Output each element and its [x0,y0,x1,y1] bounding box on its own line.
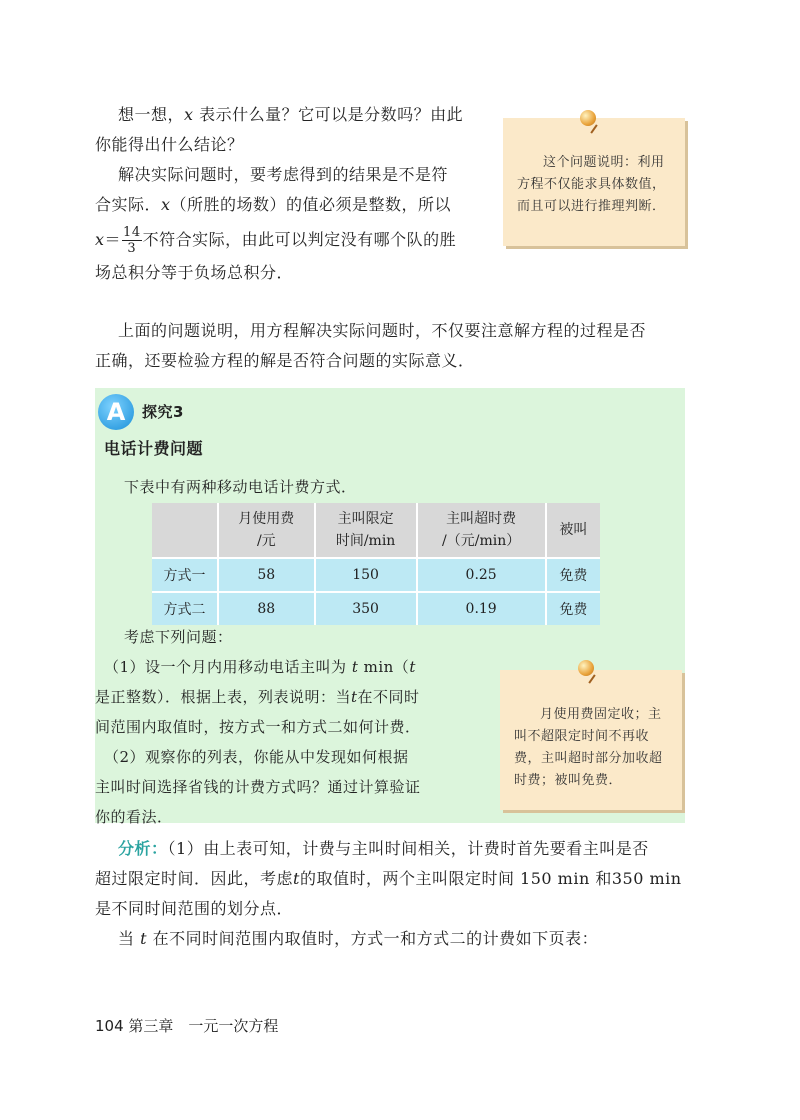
table-row [152,592,600,625]
explore-title: 电话计费问题 [104,439,204,458]
q1-line3: 间范围内取值时，按方式一和方式二如何计费． [95,718,421,736]
table-cell: 350 [315,592,417,625]
table-cell: 88 [218,592,315,625]
q1-line2: 是正整数）．根据上表，列表说明：当t在不同时 [95,688,420,706]
analysis-line1: 分析：（1）由上表可知，计费与主叫时间相关，计费时首先要看主叫是否 [118,839,649,858]
table-header-cell: 被叫 [546,503,600,558]
fee-table [152,503,600,625]
table-header-row [152,503,600,558]
para3-line2: 正确，还要检验方程的解是否符合问题的实际意义． [95,351,475,370]
table-cell: 58 [218,558,315,592]
para2-line2: 合实际．x（所胜的场数）的值必须是整数，所以 [95,195,452,214]
table-cell: 150 [315,558,417,592]
table-cell: 方式二 [152,592,218,625]
explore-badge-icon: A [98,394,134,430]
analysis-line2: 超过限定时间．因此，考虑t的取值时，两个主叫限定时间 150 min 和350 min [95,869,682,888]
para3-line1: 上面的问题说明，用方程解决实际问题时，不仅要注意解方程的过程是否 [118,321,647,340]
page-number: 104 [95,1017,124,1035]
para2-line3: x＝ $\frac{14}{3}$ 不符合实际，由此可以判定没有哪个队的胜 [95,225,457,256]
para1-line2: 你能得出什么结论？ [95,135,244,154]
table-cell: 免费 [546,558,600,592]
table-header-cell [152,503,218,558]
analysis-line4: 当 t 在不同时间范围内取值时，方式一和方式二的计费如下页表： [118,929,599,948]
para2-line4: 场总积分等于负场总积分． [95,263,294,282]
chapter-title: 第三章 一元一次方程 [128,1017,279,1035]
fraction: $\frac{14}{3}$ [123,225,141,256]
pin-icon [578,660,594,676]
analysis-label: 分析： [118,839,168,858]
side-note-2: 月使用费固定收；主叫不超限定时间不再收费，主叫超时部分加收超时费；被叫免费． [500,670,682,810]
q1-line1: （1）设一个月内用移动电话主叫为 t min（t [104,658,416,676]
side-note-1: 这个问题说明：利用方程不仅能求具体数值，而且可以进行推理判断． [503,118,685,246]
explore-label: 探究3 [142,403,184,421]
consider-text: 考虑下列问题： [124,628,233,646]
para2-line1: 解决实际问题时，要考虑得到的结果是不是符 [118,165,449,184]
para1-line1: 想一想，x 表示什么量？它可以是分数吗？由此 [118,105,464,124]
table-row [152,558,600,592]
table-cell: 免费 [546,592,600,625]
q2-line3: 你的看法． [95,808,173,826]
table-header-cell: 主叫限定 时间/min [315,503,417,558]
table-cell: 方式一 [152,558,218,592]
table-header-cell: 主叫超时费 /（元/min） [417,503,546,558]
table-cell: 0.19 [417,592,546,625]
explore-intro: 下表中有两种移动电话计费方式． [124,478,357,496]
table-cell: 0.25 [417,558,546,592]
pin-icon [580,110,596,126]
page-footer [95,1015,278,1036]
q2-line2: 主叫时间选择省钱的计费方式吗？通过计算验证 [95,778,421,796]
analysis-line3: 是不同时间范围的划分点． [95,899,294,918]
table-header-cell: 月使用费 /元 [218,503,315,558]
q2-line1: （2）观察你的列表，你能从中发现如何根据 [104,748,409,766]
